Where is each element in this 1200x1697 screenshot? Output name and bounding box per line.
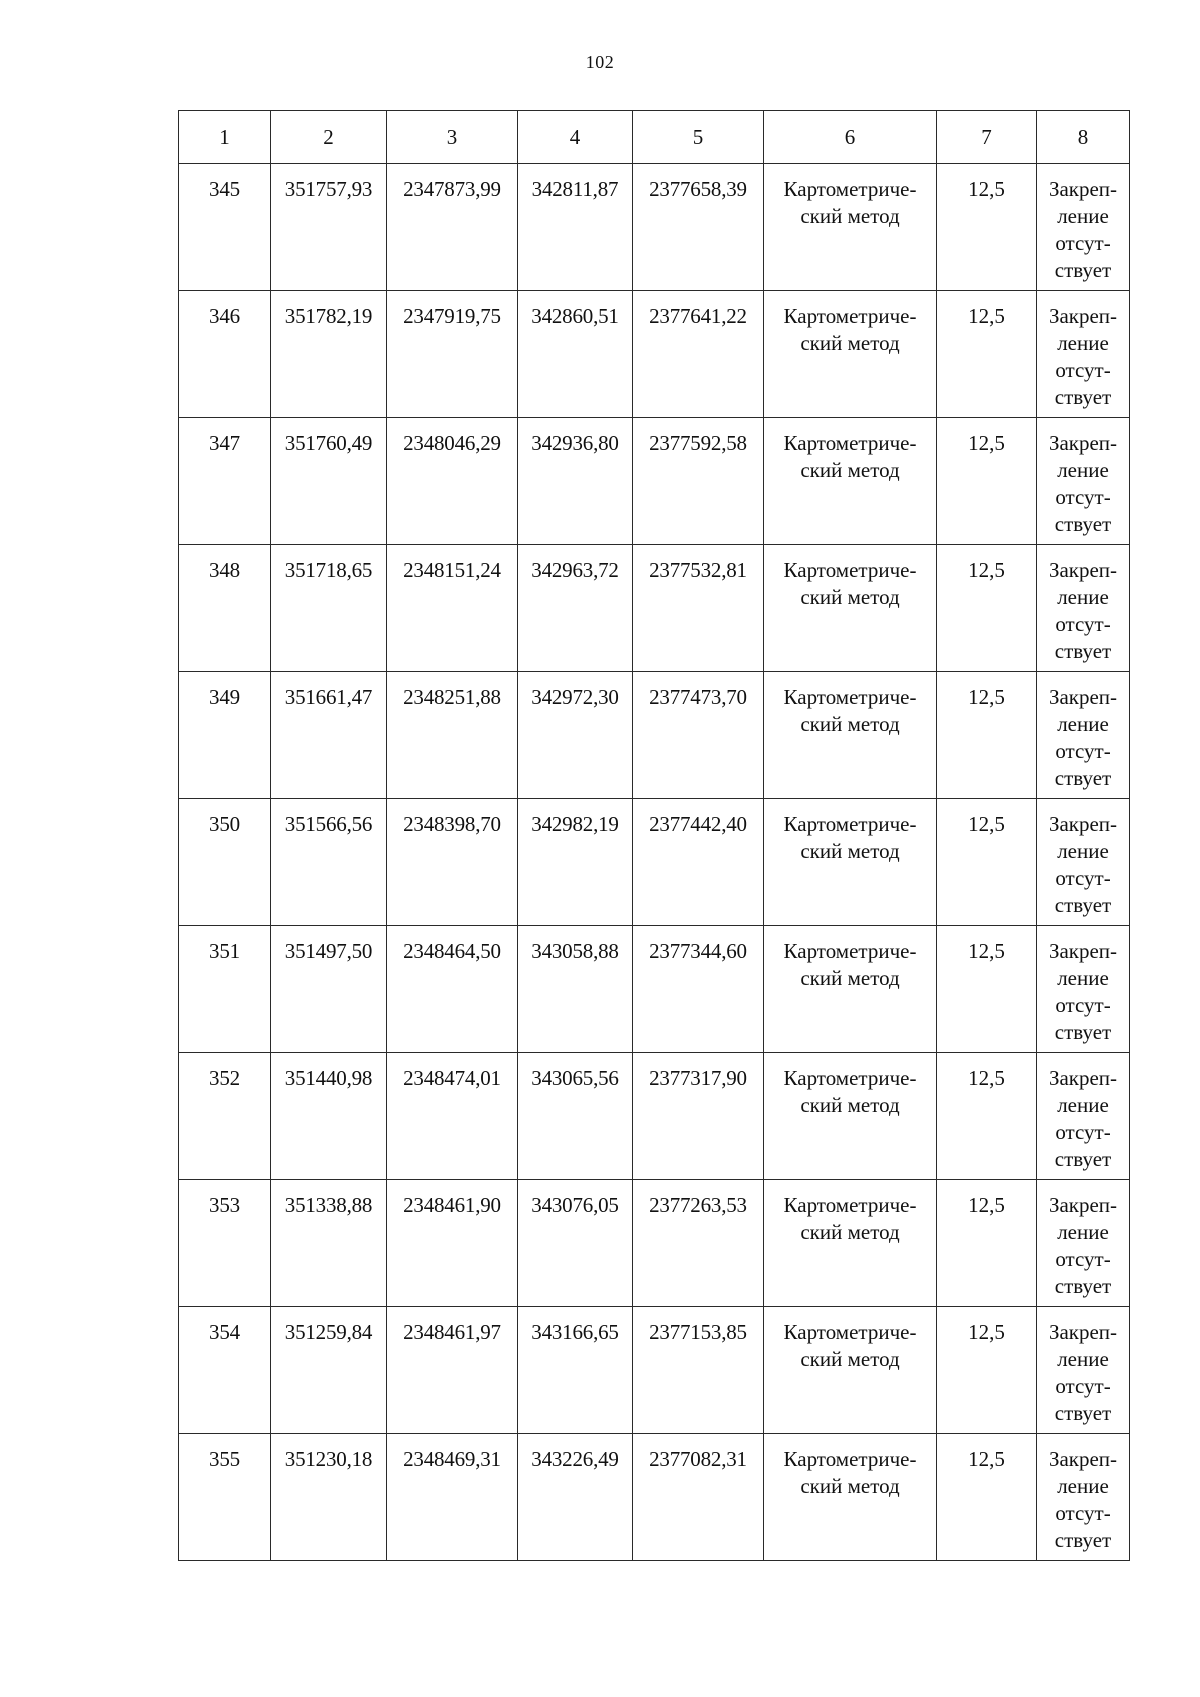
table-row: [179, 545, 1130, 672]
fixing-text-line: ление: [1057, 839, 1109, 863]
point-number-cell: 354: [179, 1307, 271, 1434]
x-coordinate-cell: 351782,19: [271, 291, 387, 418]
method-text-line: ский метод: [800, 1347, 900, 1371]
method-text-line: Картометриче-: [783, 431, 917, 455]
method-text-line: ский метод: [800, 712, 900, 736]
fixing-text-line: Закреп-: [1048, 304, 1118, 328]
fixing-text-line: ствует: [1054, 639, 1112, 663]
y-coordinate-alt-cell: 2377658,39: [633, 164, 764, 291]
table-row: [179, 672, 1130, 799]
fixing-text-line: отсут-: [1055, 739, 1111, 763]
fixing-text-line: отсут-: [1055, 231, 1111, 255]
fixing-cell: [1037, 1053, 1130, 1180]
table-body: [179, 164, 1130, 1561]
page-number: 102: [585, 52, 615, 72]
method-text-line: ский метод: [800, 331, 900, 355]
method-cell: [764, 545, 937, 672]
y-coordinate-alt-cell: 2377082,31: [633, 1434, 764, 1561]
method-text-line: Картометриче-: [783, 1320, 917, 1344]
fixing-text-line: ствует: [1054, 1274, 1112, 1298]
y-coordinate-alt-cell: 2377442,40: [633, 799, 764, 926]
method-cell: [764, 1053, 937, 1180]
x-coordinate-cell: 351760,49: [271, 418, 387, 545]
fixing-text-line: ствует: [1054, 893, 1112, 917]
y-coordinate-cell: 2348464,50: [387, 926, 518, 1053]
accuracy-cell: 12,5: [937, 1053, 1037, 1180]
table-row: [179, 926, 1130, 1053]
column-header-5: 5: [633, 111, 764, 164]
x-coordinate-cell: 351440,98: [271, 1053, 387, 1180]
y-coordinate-alt-cell: 2377532,81: [633, 545, 764, 672]
method-cell: [764, 1180, 937, 1307]
y-coordinate-cell: 2348469,31: [387, 1434, 518, 1561]
fixing-text-line: ствует: [1054, 1528, 1112, 1552]
fixing-cell: [1037, 418, 1130, 545]
method-text-line: Картометриче-: [783, 1193, 917, 1217]
fixing-text-line: ление: [1057, 458, 1109, 482]
y-coordinate-alt-cell: 2377344,60: [633, 926, 764, 1053]
fixing-text-line: ствует: [1054, 258, 1112, 282]
method-cell: [764, 1434, 937, 1561]
method-text-line: Картометриче-: [783, 812, 917, 836]
fixing-text-line: Закреп-: [1048, 1066, 1118, 1090]
method-text-line: ский метод: [800, 1220, 900, 1244]
point-number-cell: 349: [179, 672, 271, 799]
x-coordinate-alt-cell: 343226,49: [518, 1434, 633, 1561]
point-number-cell: 346: [179, 291, 271, 418]
method-text-line: ский метод: [800, 1093, 900, 1117]
method-text-line: Картометриче-: [783, 1066, 917, 1090]
y-coordinate-alt-cell: 2377473,70: [633, 672, 764, 799]
fixing-text-line: ствует: [1054, 766, 1112, 790]
fixing-text-line: ление: [1057, 712, 1109, 736]
fixing-text-line: Закреп-: [1048, 812, 1118, 836]
x-coordinate-alt-cell: 343076,05: [518, 1180, 633, 1307]
x-coordinate-alt-cell: 342982,19: [518, 799, 633, 926]
method-text-line: Картометриче-: [783, 685, 917, 709]
method-text-line: Картометриче-: [783, 177, 917, 201]
fixing-text-line: ствует: [1054, 385, 1112, 409]
table-header: [179, 111, 1130, 164]
fixing-cell: [1037, 291, 1130, 418]
x-coordinate-cell: 351566,56: [271, 799, 387, 926]
method-cell: [764, 926, 937, 1053]
fixing-text-line: ление: [1057, 204, 1109, 228]
method-cell: [764, 1307, 937, 1434]
method-cell: [764, 418, 937, 545]
fixing-text-line: ление: [1057, 1347, 1109, 1371]
column-header-3: 3: [387, 111, 518, 164]
table-row: [179, 418, 1130, 545]
fixing-text-line: ление: [1057, 1093, 1109, 1117]
fixing-text-line: Закреп-: [1048, 939, 1118, 963]
fixing-text-line: отсут-: [1055, 1247, 1111, 1271]
method-text-line: ский метод: [800, 839, 900, 863]
fixing-text-line: отсут-: [1055, 1374, 1111, 1398]
method-text-line: Картометриче-: [783, 558, 917, 582]
table-row: [179, 1434, 1130, 1561]
fixing-cell: [1037, 164, 1130, 291]
method-text-line: ский метод: [800, 204, 900, 228]
method-cell: [764, 164, 937, 291]
point-number-cell: 347: [179, 418, 271, 545]
fixing-text-line: Закреп-: [1048, 685, 1118, 709]
coordinates-table: [178, 110, 1130, 1561]
point-number-cell: 353: [179, 1180, 271, 1307]
column-header-2: 2: [271, 111, 387, 164]
y-coordinate-alt-cell: 2377263,53: [633, 1180, 764, 1307]
fixing-cell: [1037, 926, 1130, 1053]
method-text-line: Картометриче-: [783, 1447, 917, 1471]
fixing-text-line: отсут-: [1055, 1120, 1111, 1144]
column-header-6: 6: [764, 111, 937, 164]
fixing-text-line: ление: [1057, 585, 1109, 609]
point-number-cell: 351: [179, 926, 271, 1053]
fixing-text-line: Закреп-: [1048, 1193, 1118, 1217]
method-text-line: ский метод: [800, 458, 900, 482]
method-text-line: ский метод: [800, 585, 900, 609]
x-coordinate-alt-cell: 342963,72: [518, 545, 633, 672]
x-coordinate-cell: 351661,47: [271, 672, 387, 799]
table-row: [179, 799, 1130, 926]
x-coordinate-cell: 351718,65: [271, 545, 387, 672]
x-coordinate-cell: 351259,84: [271, 1307, 387, 1434]
method-cell: [764, 291, 937, 418]
fixing-text-line: Закреп-: [1048, 1447, 1118, 1471]
y-coordinate-cell: 2347919,75: [387, 291, 518, 418]
x-coordinate-cell: 351230,18: [271, 1434, 387, 1561]
accuracy-cell: 12,5: [937, 418, 1037, 545]
x-coordinate-alt-cell: 343058,88: [518, 926, 633, 1053]
table-row: [179, 1053, 1130, 1180]
accuracy-cell: 12,5: [937, 1180, 1037, 1307]
header-row: [179, 111, 1130, 164]
method-cell: [764, 799, 937, 926]
fixing-cell: [1037, 1434, 1130, 1561]
method-text-line: ский метод: [800, 966, 900, 990]
x-coordinate-alt-cell: 342972,30: [518, 672, 633, 799]
fixing-text-line: ление: [1057, 966, 1109, 990]
y-coordinate-cell: 2348474,01: [387, 1053, 518, 1180]
fixing-text-line: ление: [1057, 1220, 1109, 1244]
fixing-text-line: ление: [1057, 1474, 1109, 1498]
column-header-8: 8: [1037, 111, 1130, 164]
table-row: [179, 291, 1130, 418]
accuracy-cell: 12,5: [937, 1307, 1037, 1434]
table-row: [179, 164, 1130, 291]
method-text-line: Картометриче-: [783, 304, 917, 328]
accuracy-cell: 12,5: [937, 291, 1037, 418]
column-header-7: 7: [937, 111, 1037, 164]
y-coordinate-cell: 2348251,88: [387, 672, 518, 799]
fixing-text-line: отсут-: [1055, 1501, 1111, 1525]
y-coordinate-cell: 2348046,29: [387, 418, 518, 545]
fixing-text-line: отсут-: [1055, 993, 1111, 1017]
y-coordinate-alt-cell: 2377592,58: [633, 418, 764, 545]
x-coordinate-alt-cell: 342936,80: [518, 418, 633, 545]
accuracy-cell: 12,5: [937, 672, 1037, 799]
x-coordinate-cell: 351497,50: [271, 926, 387, 1053]
x-coordinate-alt-cell: 343166,65: [518, 1307, 633, 1434]
table-row: [179, 1180, 1130, 1307]
method-text-line: ский метод: [800, 1474, 900, 1498]
method-cell: [764, 672, 937, 799]
fixing-text-line: Закреп-: [1048, 431, 1118, 455]
fixing-text-line: ствует: [1054, 1401, 1112, 1425]
fixing-text-line: отсут-: [1055, 866, 1111, 890]
accuracy-cell: 12,5: [937, 164, 1037, 291]
fixing-text-line: Закреп-: [1048, 558, 1118, 582]
y-coordinate-cell: 2347873,99: [387, 164, 518, 291]
fixing-cell: [1037, 1307, 1130, 1434]
y-coordinate-cell: 2348461,90: [387, 1180, 518, 1307]
accuracy-cell: 12,5: [937, 1434, 1037, 1561]
fixing-text-line: ление: [1057, 331, 1109, 355]
column-header-1: 1: [179, 111, 271, 164]
fixing-text-line: ствует: [1054, 1020, 1112, 1044]
fixing-text-line: отсут-: [1055, 612, 1111, 636]
x-coordinate-alt-cell: 342860,51: [518, 291, 633, 418]
method-text-line: Картометриче-: [783, 939, 917, 963]
accuracy-cell: 12,5: [937, 545, 1037, 672]
column-header-4: 4: [518, 111, 633, 164]
accuracy-cell: 12,5: [937, 926, 1037, 1053]
accuracy-cell: 12,5: [937, 799, 1037, 926]
y-coordinate-cell: 2348461,97: [387, 1307, 518, 1434]
fixing-text-line: отсут-: [1055, 485, 1111, 509]
table-row: [179, 1307, 1130, 1434]
point-number-cell: 350: [179, 799, 271, 926]
fixing-text-line: ствует: [1054, 512, 1112, 536]
fixing-text-line: Закреп-: [1048, 1320, 1118, 1344]
y-coordinate-cell: 2348398,70: [387, 799, 518, 926]
x-coordinate-cell: 351338,88: [271, 1180, 387, 1307]
fixing-cell: [1037, 545, 1130, 672]
x-coordinate-cell: 351757,93: [271, 164, 387, 291]
point-number-cell: 355: [179, 1434, 271, 1561]
point-number-cell: 345: [179, 164, 271, 291]
x-coordinate-alt-cell: 342811,87: [518, 164, 633, 291]
point-number-cell: 348: [179, 545, 271, 672]
y-coordinate-alt-cell: 2377317,90: [633, 1053, 764, 1180]
fixing-cell: [1037, 672, 1130, 799]
fixing-cell: [1037, 1180, 1130, 1307]
fixing-text-line: Закреп-: [1048, 177, 1118, 201]
fixing-cell: [1037, 799, 1130, 926]
fixing-text-line: ствует: [1054, 1147, 1112, 1171]
y-coordinate-alt-cell: 2377641,22: [633, 291, 764, 418]
x-coordinate-alt-cell: 343065,56: [518, 1053, 633, 1180]
y-coordinate-alt-cell: 2377153,85: [633, 1307, 764, 1434]
fixing-text-line: отсут-: [1055, 358, 1111, 382]
y-coordinate-cell: 2348151,24: [387, 545, 518, 672]
point-number-cell: 352: [179, 1053, 271, 1180]
